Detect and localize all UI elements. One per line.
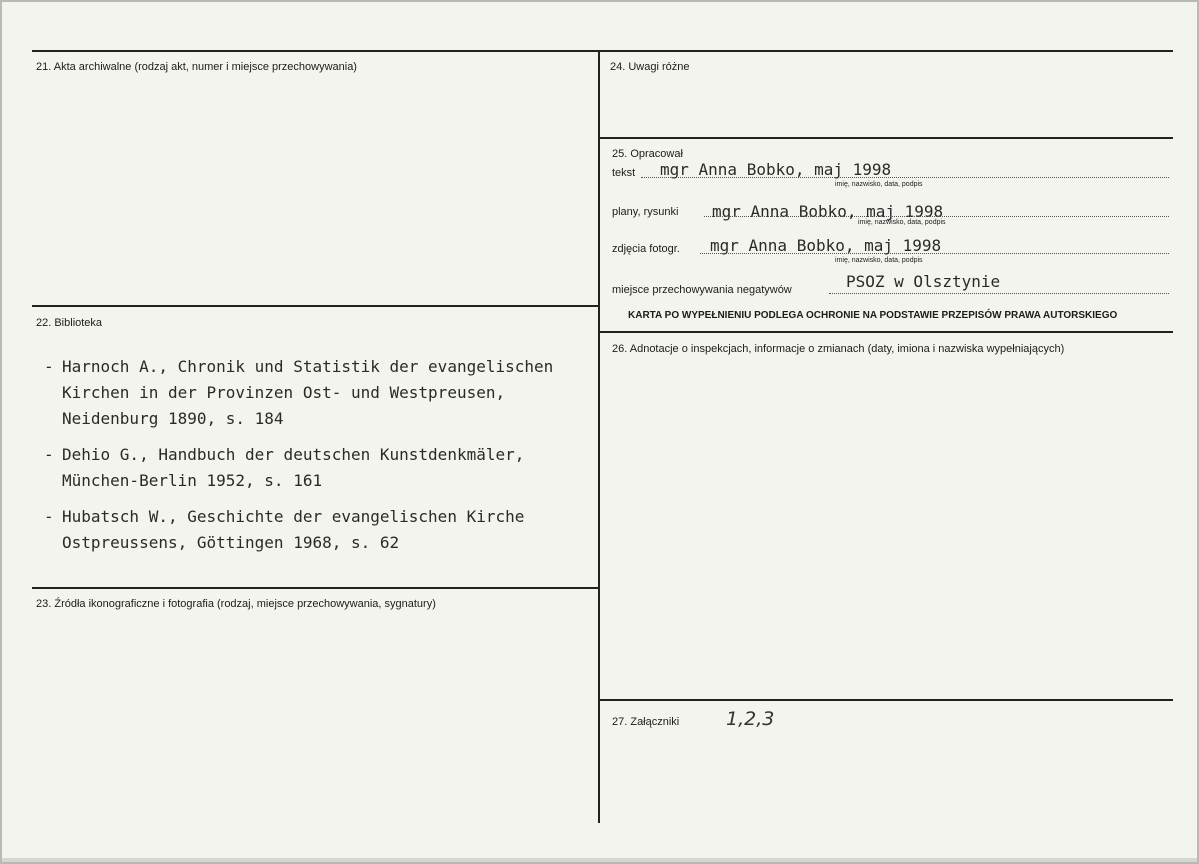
rule-24-25 bbox=[599, 137, 1173, 139]
bibliography-item-2 bbox=[44, 442, 524, 494]
tekst-value: mgr Anna Bobko, maj 1998 bbox=[660, 160, 892, 179]
tekst-caption: imię, nazwisko, data, podpis bbox=[835, 181, 923, 188]
copyright-notice: KARTA PO WYPEŁNIENIU PODLEGA OCHRONIE NA PODSTAWIE PRZEPISÓW PRAWA AUTORSKIEGO bbox=[628, 310, 1118, 321]
center-divider bbox=[598, 51, 600, 823]
zdjecia-label: zdjęcia fotogr. bbox=[612, 243, 680, 255]
zdjecia-caption: imię, nazwisko, data, podpis bbox=[835, 257, 923, 264]
miejsce-label: miejsce przechowywania negatywów bbox=[612, 284, 792, 296]
rule-26-27 bbox=[599, 699, 1173, 701]
list-dash: - bbox=[44, 445, 54, 464]
attachments-value: 1,2,3 bbox=[726, 708, 775, 730]
section-26-label: 26. Adnotacje o inspekcjach, informacje o zmianach (daty, imiona i nazwiska wypełniających) bbox=[612, 343, 1065, 355]
bibliography-item-3 bbox=[44, 504, 524, 556]
list-dash: - bbox=[44, 357, 54, 376]
section-21-label: 21. Akta archiwalne (rodzaj akt, numer i miejsce przechowywania) bbox=[36, 61, 357, 73]
zdjecia-dotted-line bbox=[700, 253, 1169, 254]
bibliography-item-1-line-3: Neidenburg 1890, s. 184 bbox=[62, 409, 284, 428]
plany-caption: imię, nazwisko, data, podpis bbox=[858, 219, 946, 226]
miejsce-dotted-line bbox=[829, 293, 1169, 294]
bibliography-item-1-line-2: Kirchen in der Provinzen Ost- und Westpreusen, bbox=[62, 383, 506, 402]
plany-label: plany, rysunki bbox=[612, 206, 679, 218]
bibliography-item-3-line-2: Ostpreussens, Göttingen 1968, s. 62 bbox=[62, 533, 400, 552]
miejsce-value: PSOZ w Olsztynie bbox=[846, 272, 1001, 291]
plany-value: mgr Anna Bobko, maj 1998 bbox=[712, 202, 944, 221]
bibliography-item-2-line-2: München-Berlin 1952, s. 161 bbox=[62, 471, 323, 490]
tekst-label: tekst bbox=[612, 167, 636, 179]
list-dash: - bbox=[44, 507, 54, 526]
bibliography-item-1 bbox=[44, 354, 553, 432]
rule-21-22 bbox=[32, 305, 599, 307]
top-rule bbox=[32, 50, 1173, 52]
section-24-label: 24. Uwagi różne bbox=[610, 61, 690, 73]
bibliography-item-2-line-1: Dehio G., Handbuch der deutschen Kunstdenkmäler, bbox=[62, 445, 525, 464]
bibliography-item-3-line-1: Hubatsch W., Geschichte der evangelischen Kirche bbox=[62, 507, 525, 526]
zdjecia-value: mgr Anna Bobko, maj 1998 bbox=[710, 236, 942, 255]
plany-dotted-line bbox=[704, 216, 1169, 217]
rule-25-26 bbox=[599, 331, 1173, 333]
section-25-label: 25. Opracował bbox=[612, 148, 683, 160]
section-23-label: 23. Źródła ikonograficzne i fotografia (rodzaj, miejsce przechowywania, sygnatury) bbox=[36, 598, 436, 610]
bibliography-item-1-line-1: Harnoch A., Chronik und Statistik der evangelischen bbox=[62, 357, 554, 376]
section-22-label: 22. Biblioteka bbox=[36, 317, 103, 329]
section-27-label: 27. Załączniki bbox=[612, 716, 680, 728]
rule-22-23 bbox=[32, 587, 599, 589]
tekst-dotted-line bbox=[641, 177, 1169, 178]
